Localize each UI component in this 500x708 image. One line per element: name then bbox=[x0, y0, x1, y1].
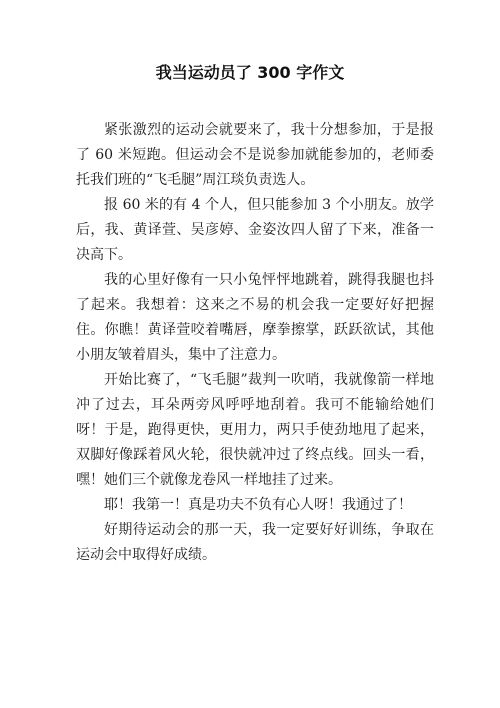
paragraph: 我的心里好像有一只小兔怦怦地跳着，跳得我腿也抖了起来。我想着：这来之不易的机会我一定要好好把握住。你瞧！黄译萱咬着嘴唇，摩拳擦掌，跃跃欲试，其他小朋友皱着眉头，集中了注意力。 bbox=[76, 272, 434, 363]
paragraph: 开始比赛了，“飞毛腿”裁判一吹哨，我就像箭一样地冲了过去，耳朵两旁风呼呼地刮着。我可不能输给她们呀！于是，跑得更快，更用力，两只手使劲地甩了起来，双脚好像踩着风火轮，很快就冲过了终点线。回头一看，嘿！她们三个就像龙卷风一样地挂了过来。 bbox=[76, 372, 434, 488]
paragraph: 耶！我第一！真是功夫不负有心人呀！我通过了！ bbox=[104, 497, 412, 513]
paragraph: 紧张激烈的运动会就要来了，我十分想参加，于是报了 60 米短跑。但运动会不是说参加就能参加的，老师委托我们班的“飞毛腿”周江琰负责选人。 bbox=[76, 122, 434, 188]
essay-body bbox=[76, 118, 434, 568]
paragraph: 报 60 米的有 4 个人，但只能参加 3 个小朋友。放学后，我、黄译萱、吴彦婷、金姿汝四人留了下来，准备一决高下。 bbox=[76, 197, 434, 263]
paragraph: 好期待运动会的那一天，我一定要好好训练，争取在运动会中取得好成绩。 bbox=[76, 522, 434, 563]
essay-title: 我当运动员了 300 字作文 bbox=[155, 63, 345, 82]
